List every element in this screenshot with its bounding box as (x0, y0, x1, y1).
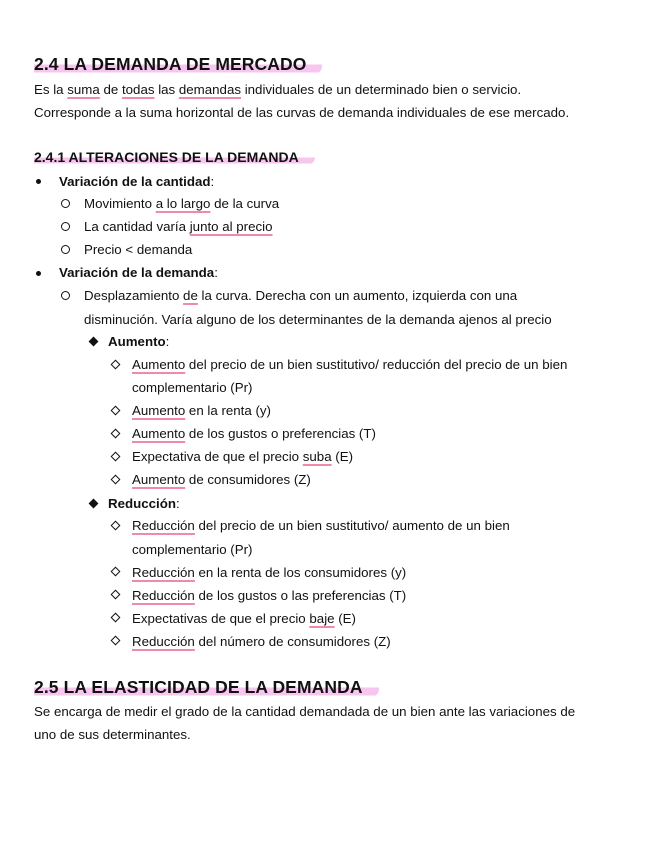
text: (E) (331, 449, 354, 464)
list-item: Precio < demanda (84, 242, 193, 257)
bullet-variacion-demanda (59, 265, 218, 281)
paragraph-2-5-line-2: uno de sus determinantes. (34, 727, 191, 742)
list-item (132, 357, 567, 373)
section-heading-2-4-1 (34, 149, 315, 165)
outline-diamond-bullet-icon (111, 613, 121, 623)
text: individuales de un determinado bien o servicio. (241, 82, 522, 97)
text: Movimiento (84, 196, 156, 211)
list-item (84, 219, 273, 235)
outline-diamond-bullet-icon (111, 567, 121, 577)
paragraph-2-4-line-2: Corresponde a la suma horizontal de las curvas de demanda individuales de ese mercado. (34, 105, 570, 120)
list-item (132, 611, 356, 627)
list-item (132, 588, 406, 604)
circle-bullet-icon (61, 291, 70, 300)
bullet-variacion-cantidad (59, 174, 214, 190)
outline-diamond-bullet-icon (111, 452, 121, 462)
text: del precio de un bien sustitutivo/ reducción del precio de un bien (185, 357, 568, 372)
list-item (132, 565, 406, 581)
text: del precio de un bien sustitutivo/ aumento de un bien (194, 518, 510, 533)
outline-diamond-bullet-icon (111, 475, 121, 485)
outline-diamond-bullet-icon (111, 429, 121, 439)
underlined-text: suma (67, 82, 100, 97)
outline-diamond-bullet-icon (111, 636, 121, 646)
diamond-bullet-icon (89, 337, 99, 347)
diamond-bullet-icon (89, 499, 99, 509)
paragraph-2-5-line-1: Se encarga de medir el grado de la cantidad demandada de un bien ante las variaciones de (34, 704, 576, 719)
underlined-text: Reducción (132, 634, 195, 649)
text: en la renta (y) (185, 403, 271, 418)
heading-highlight: 2.4 LA DEMANDA DE MERCADO (34, 54, 322, 74)
section-heading-2-5 (34, 677, 379, 698)
underlined-text: Aumento (132, 403, 186, 418)
list-item (132, 403, 271, 419)
underlined-text: a lo largo (155, 196, 211, 211)
underlined-text: baje (309, 611, 335, 626)
list-item-continuation: complementario (Pr) (132, 380, 253, 395)
underlined-text: Reducción (132, 518, 195, 533)
outline-diamond-bullet-icon (111, 521, 121, 531)
underlined-text: Aumento (132, 357, 186, 372)
list-item (132, 449, 353, 465)
underlined-text: todas (121, 82, 155, 97)
underlined-text: demandas (178, 82, 241, 97)
underlined-text: de (183, 288, 198, 303)
text: de los gustos o preferencias (T) (185, 426, 376, 441)
text: de consumidores (Z) (185, 472, 311, 487)
list-item (84, 196, 279, 212)
list-item-continuation: complementario (Pr) (132, 542, 253, 557)
list-item (132, 472, 311, 488)
colon: : (175, 496, 180, 511)
underlined-text: Aumento (132, 426, 186, 441)
underlined-text: Reducción (132, 565, 195, 580)
outline-diamond-bullet-icon (111, 590, 121, 600)
list-item (132, 634, 391, 650)
outline-diamond-bullet-icon (111, 406, 121, 416)
paragraph-2-4-line-1 (34, 82, 521, 98)
list-item (84, 288, 517, 304)
text: La cantidad varía (84, 219, 190, 234)
text: la curva. Derecha con un aumento, izquierda con una (197, 288, 518, 303)
heading-highlight: 2.4.1 ALTERACIONES DE LA DEMANDA (34, 149, 315, 165)
bullet-dot-icon (36, 271, 41, 276)
text: de los gustos o las preferencias (T) (194, 588, 407, 603)
text: las (154, 82, 179, 97)
underlined-text: Reducción (132, 588, 195, 603)
section-heading-2-4 (34, 54, 322, 75)
outline-diamond-bullet-icon (111, 360, 121, 370)
list-item (132, 518, 510, 534)
list-item-continuation: disminución. Varía alguno de los determinantes de la demanda ajenos al precio (84, 312, 552, 327)
text: Desplazamiento (84, 288, 184, 303)
bullet-dot-icon (36, 179, 41, 184)
underlined-text: Aumento (132, 472, 186, 487)
bullet-label: Aumento (108, 334, 166, 349)
text: en la renta de los consumidores (y) (194, 565, 407, 580)
bullet-label: Variación de la demanda (59, 265, 215, 280)
text: de (99, 82, 122, 97)
bullet-label: Variación de la cantidad (59, 174, 211, 189)
list-item (132, 426, 376, 442)
colon: : (210, 174, 215, 189)
bullet-label: Reducción (108, 496, 176, 511)
subheading-aumento (108, 334, 169, 350)
text: Expectativas de que el precio (132, 611, 310, 626)
text: Expectativa de que el precio (132, 449, 303, 464)
circle-bullet-icon (61, 222, 70, 231)
heading-highlight: 2.5 LA ELASTICIDAD DE LA DEMANDA (34, 677, 379, 697)
subheading-reduccion (108, 496, 180, 512)
underlined-text: suba (302, 449, 332, 464)
text: de la curva (210, 196, 280, 211)
text: (E) (334, 611, 356, 626)
underlined-text: junto al precio (189, 219, 273, 234)
circle-bullet-icon (61, 199, 70, 208)
circle-bullet-icon (61, 245, 70, 254)
text: Es la (34, 82, 68, 97)
colon: : (165, 334, 170, 349)
text: del número de consumidores (Z) (194, 634, 391, 649)
colon: : (214, 265, 218, 280)
